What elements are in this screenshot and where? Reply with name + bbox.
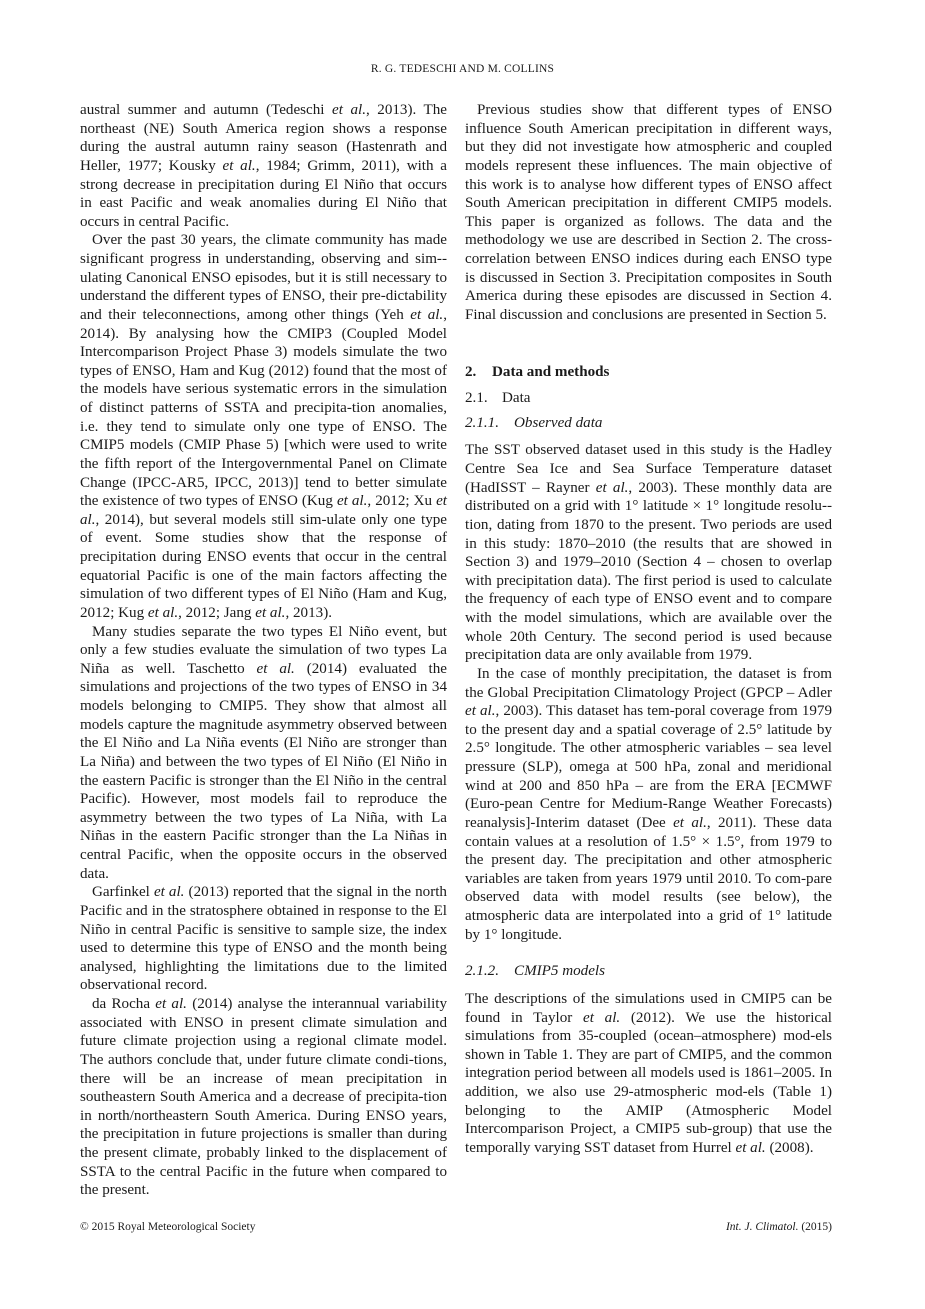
section-heading: [465, 363, 832, 382]
body-paragraph: austral summer and autumn (Tedeschi et al., 2013). The northeast (NE) South America region shows a response during the austral autumn rainy season (Hastenrath and Heller, 1977; Kousky et al., 1984; Grimm, 2011), with a strong decrease in precipitation during El Niño that occurs in east Pacific and weak anomalies during El Niño that occurs in central Pacific.: [80, 102, 447, 230]
cmip5-paragraphs: [465, 990, 832, 1158]
journal-year: (2015): [798, 1221, 832, 1233]
section-title: Data and methods: [492, 363, 610, 380]
italic-citation: et al.: [332, 102, 366, 118]
subsection-heading: [465, 389, 832, 408]
subsubsection-heading-cmip5: [465, 962, 832, 981]
left-column: [80, 101, 447, 1200]
italic-citation: et al.: [147, 604, 179, 621]
italic-citation: et al.: [465, 703, 496, 720]
subsubsection-title: CMIP5 models: [514, 963, 605, 980]
section-number: 2.: [465, 363, 477, 380]
italic-citation: et al.: [735, 1139, 766, 1156]
italic-citation: et al.: [255, 604, 286, 621]
body-paragraph: Many studies separate the two types El Niño event, but only a few studies evaluate the simulation of two types La Niña as well. Taschetto et al. (2014) evaluated the simulations and projections of the two types of ENSO in 34 models belonging to CMIP5. They show that almost all models capture the magnitude asymmetry observed between the El Niño and La Niña events (El Niño are stronger than La Niña) and between the two types of El Niño (El Niño in the eastern Pacific is stronger than the El Niño in the central Pacific). However, most models fail to reproduce the asymmetry between the two types of La Niña, with La Niñas in the eastern Pacific stronger than the La Niñas in central Pacific, when the opposite occurs in the observed data.: [80, 623, 447, 882]
italic-citation: et al.: [595, 479, 629, 496]
subsubsection-heading-observed: [465, 414, 832, 433]
running-head: R. G. TEDESCHI AND M. COLLINS: [370, 63, 555, 75]
journal-name: Int. J. Climatol.: [725, 1221, 799, 1233]
subsubsection-title: Observed data: [514, 414, 603, 431]
body-paragraph: Previous studies show that different types of ENSO influence South American precipitation in different ways, but they did not investigate how atmospheric and coupled models represent these influences. The main objective of this work is to analyse how different types of ENSO affect South American precipitation in different CMIP5 models. This paper is organized as follows. The data and the methodology we use are described in Section 2. The cross-correlation between ENSO indices during each ENSO type is discussed in Section 3. Precipitation composites in South America during these episodes are discussed in Section 4. Final discussion and conclusions are presented in Section 5.: [465, 102, 832, 323]
italic-citation: et al.: [222, 157, 256, 174]
intro-paragraph: [465, 101, 832, 325]
body-paragraph: The descriptions of the simulations used in CMIP5 can be found in Taylor et al. (2012). We use the historical simulations from 35-coupled (ocean–atmosphere) mod-els shown in Table 1. They are part of CMIP5, and the common integration period between all models used is 1861–2005. In addition, we also use 29-atmospheric mod-els (Table 1) belonging to the AMIP (Atmospheric Model Intercomparison Project, a CMIP5 sub-group) that use the temporally varying SST dataset from Hurrel et al. (2008).: [465, 990, 832, 1156]
italic-citation: et al.: [153, 884, 185, 901]
subsection-number: 2.1.: [465, 390, 488, 407]
subsubsection-number: 2.1.1.: [465, 414, 499, 431]
page-footer: [80, 1221, 832, 1233]
italic-citation: et al.: [583, 1009, 621, 1026]
body-paragraph: Garfinkel et al. (2013) reported that the signal in the north Pacific and in the stratosphere obtained in response to the El Niño in central Pacific is sensitive to sample size, the index used to determine this type of ENSO and the month being analysed, highlighting the limitations due to the limited observational record.: [80, 884, 447, 994]
italic-citation: et al.: [80, 493, 447, 528]
subsection-title: Data: [502, 390, 531, 407]
left-paragraphs: [80, 101, 447, 1200]
italic-citation: et al.: [336, 493, 368, 510]
right-column: [465, 101, 832, 1158]
journal-citation: [726, 1221, 832, 1233]
italic-citation: et al.: [155, 996, 187, 1012]
subsubsection-number: 2.1.2.: [465, 963, 499, 980]
copyright-notice: © 2015 Royal Meteorological Society: [80, 1221, 256, 1233]
body-paragraph: The SST observed dataset used in this study is the Hadley Centre Sea Ice and Sea Surface Temperature dataset (HadISST – Rayner et al., 2003). These monthly data are distributed on a grid with 1° latitude × 1° longitude resolu-tion, dating from 1870 to the present. Two periods are used in this study: 1870–2010 (the results that are showed in Section 3) and 1979–2010 (Section 4 – chosen to overlap with precipitation data). The first period is used to calculate the frequency of each type of ENSO event and to compare with the model simulations, which are available over the whole 20th Century. The second period is used because precipitation data are only available from 1979.: [465, 442, 832, 664]
body-paragraph: In the case of monthly precipitation, the dataset is from the Global Precipitation Climatology Project (GPCP – Adler et al., 2003). This dataset has tem-poral coverage from 1979 to the present day and a spatial coverage of 2.5° latitude by 2.5° longitude. The other atmospheric variables – sea level pressure (SLP), omega at 500 hPa, zonal and meridional wind at 200 and 850 hPa – are from the ERA [ECMWF (Euro-pean Centre for Medium-Range Weather Forecasts) reanalysis]-Interim dataset (Dee et al., 2011). These data contain values at a resolution of 1.5° × 1.5°, from 1979 to the present day. The precipitation and other atmospheric variables are taken from years 1979 until 2010. To com-pare observed data with model results (see below), the atmospheric data are interpolated into a grid of 1° latitude by 1° longitude.: [465, 665, 833, 943]
observed-data-paragraphs: [465, 441, 832, 944]
italic-citation: et al.: [673, 814, 707, 831]
italic-citation: et al.: [410, 306, 444, 323]
italic-citation: et al.: [256, 660, 295, 677]
body-paragraph: Over the past 30 years, the climate community has made significant progress in understanding, observing and sim-ulating Canonical ENSO episodes, but it is still necessary to understand the different types of ENSO, their pre-dictability and their teleconnections, among other things (Yeh et al., 2014). By analysing how the CMIP3 (Coupled Model Intercomparison Project Phase 3) models simulate the two types of ENSO, Ham and Kug (2012) found that the most of the models have serious systematic errors in the simulation of distinct patterns of SSTA and precipita-tion anomalies, i.e. they tend to simulate only one type of ENSO. The CMIP5 models (CMIP Phase 5) [which were used to write the fifth report of the Intergovernmental Panel on Climate Change (IPCC-AR5, IPCC, 2013)] tend to better simulate the existence of two types of ENSO (Kug et al., 2012; Xu et al., 2014), but several models still sim-ulate only one type of event. Some studies show that the response of precipitation during ENSO events that occur in the central equatorial Pacific is one of the main factors affecting the simulation of two different types of El Niño (Ham and Kug, 2012; Kug et al., 2012; Jang et al., 2013).: [80, 232, 447, 621]
body-paragraph: da Rocha et al. (2014) analyse the interannual variability associated with ENSO in present climate simulation and future climate projection using a regional climate model. The authors conclude that, under future climate condi-tions, there will be an increase of mean precipitation in southeastern South America and a decrease of precipita-tion in north/northeastern South America. During ENSO years, the precipitation in future projections is smaller than during the present climate, probably linked to the displacement of SSTA to the central Pacific in the future when compared to the present.: [80, 996, 448, 1199]
